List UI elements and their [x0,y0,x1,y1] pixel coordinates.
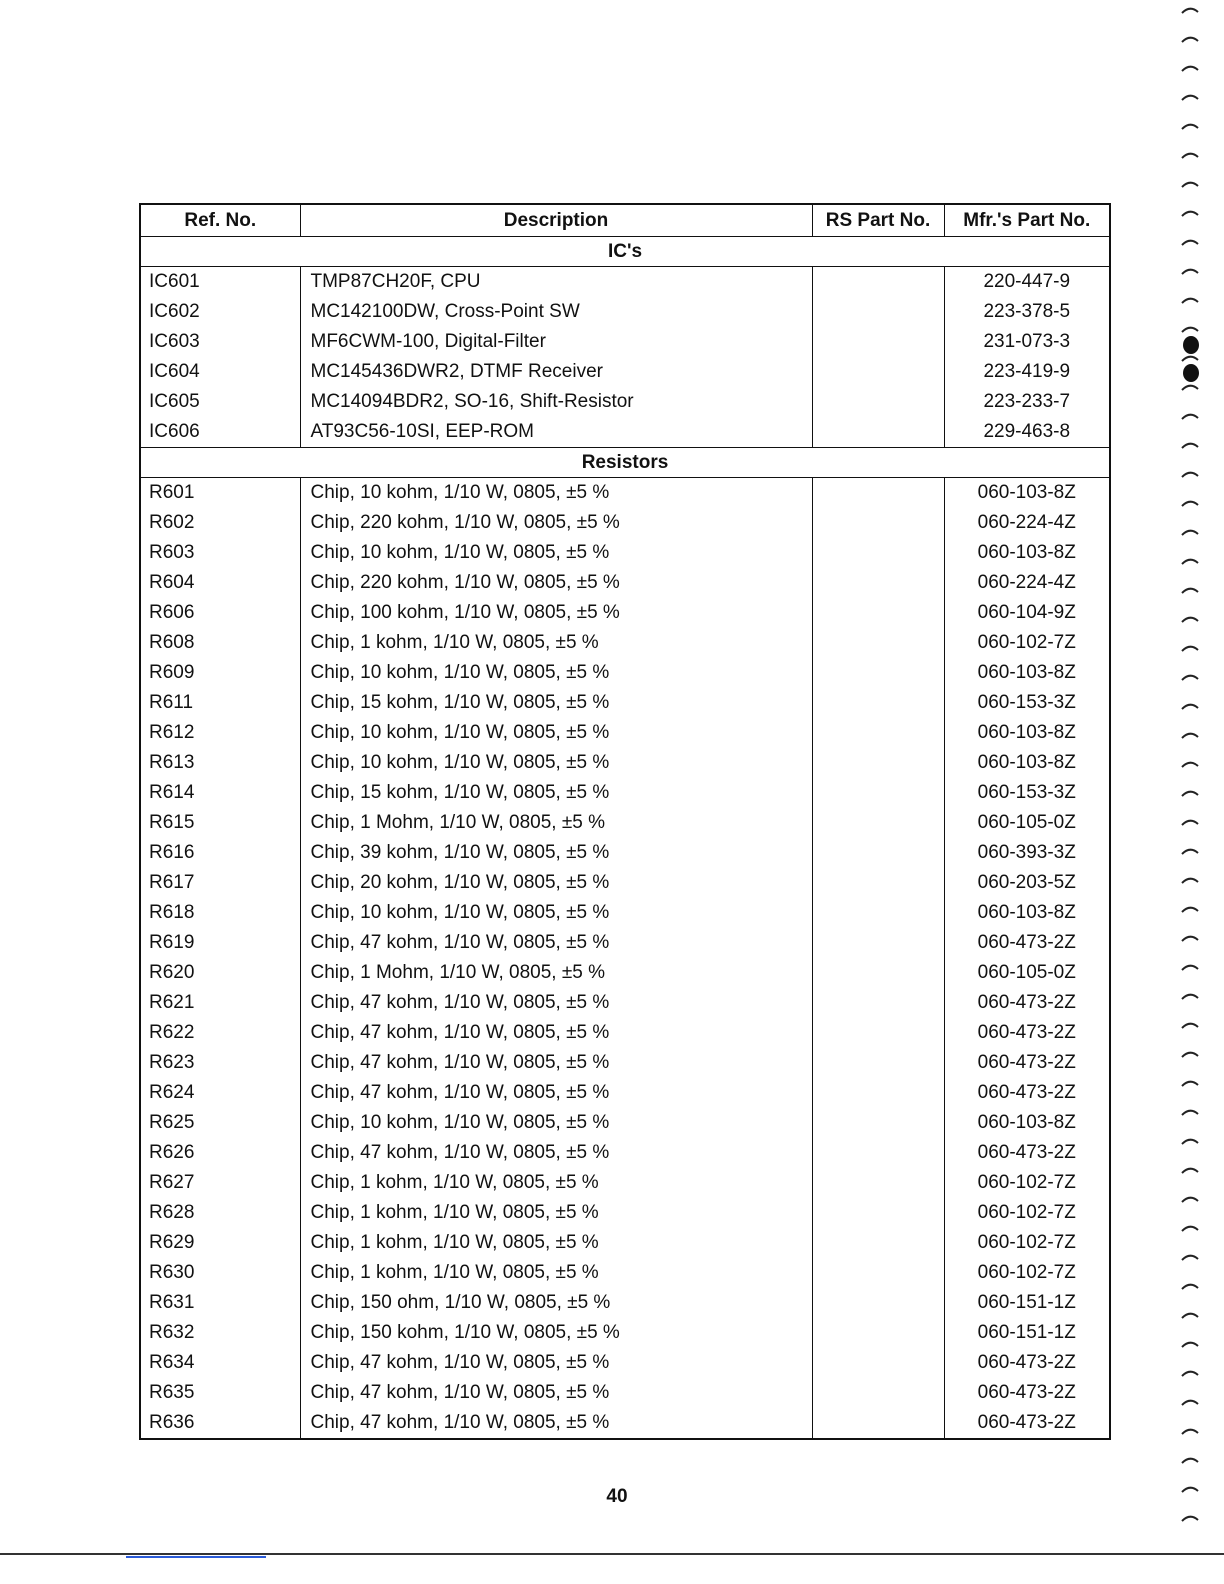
rs-part-cell [812,1168,944,1198]
ref-cell: IC604 [140,357,300,387]
mfr-part-cell: 060-104-9Z [944,598,1110,628]
ref-cell: R628 [140,1198,300,1228]
margin-arc-mark [1182,183,1198,187]
ref-cell: IC602 [140,297,300,327]
rs-part-cell [812,658,944,688]
ref-cell: R624 [140,1078,300,1108]
margin-arc-mark [1182,647,1198,651]
rs-part-cell [812,357,944,387]
ref-cell: R601 [140,478,300,509]
rs-part-cell [812,1318,944,1348]
rs-part-cell [812,958,944,988]
ref-cell: R609 [140,658,300,688]
mfr-part-cell: 060-103-8Z [944,478,1110,509]
rs-part-cell [812,838,944,868]
description-cell: Chip, 1 kohm, 1/10 W, 0805, ±5 % [300,1168,812,1198]
margin-arc-mark [1182,328,1198,332]
table-row [140,1078,1110,1108]
ref-cell: IC603 [140,327,300,357]
margin-arc-mark [1182,850,1198,854]
description-cell: Chip, 100 kohm, 1/10 W, 0805, ±5 % [300,598,812,628]
description-cell: Chip, 47 kohm, 1/10 W, 0805, ±5 % [300,928,812,958]
description-cell: Chip, 1 kohm, 1/10 W, 0805, ±5 % [300,1258,812,1288]
header-mfr-part-no: Mfr.'s Part No. [944,204,1110,237]
rs-part-cell [812,898,944,928]
table-row [140,838,1110,868]
table-row [140,478,1110,509]
rs-part-cell [812,1348,944,1378]
rs-part-cell [812,1228,944,1258]
description-cell: Chip, 150 ohm, 1/10 W, 0805, ±5 % [300,1288,812,1318]
table-row [140,1048,1110,1078]
margin-arc-mark [1182,212,1198,216]
table-row [140,1288,1110,1318]
margin-arc-mark [1182,1024,1198,1028]
description-cell: Chip, 10 kohm, 1/10 W, 0805, ±5 % [300,658,812,688]
margin-arc-mark [1182,357,1198,361]
section-title: Resistors [140,448,1110,478]
margin-arc-mark [1182,1256,1198,1260]
description-cell: Chip, 39 kohm, 1/10 W, 0805, ±5 % [300,838,812,868]
table-row [140,297,1110,327]
description-cell: MC142100DW, Cross-Point SW [300,297,812,327]
rs-part-cell [812,598,944,628]
ref-cell: R619 [140,928,300,958]
description-cell: AT93C56-10SI, EEP-ROM [300,417,812,448]
ref-cell: R627 [140,1168,300,1198]
margin-arc-mark [1182,241,1198,245]
mfr-part-cell: 060-103-8Z [944,1108,1110,1138]
header-rs-part-no: RS Part No. [812,204,944,237]
ref-cell: R604 [140,568,300,598]
description-cell: Chip, 47 kohm, 1/10 W, 0805, ±5 % [300,988,812,1018]
rs-part-cell [812,868,944,898]
ref-cell: R616 [140,838,300,868]
binding-margin-marks [1174,0,1204,1550]
table-row [140,1198,1110,1228]
margin-arc-mark [1182,154,1198,158]
ref-cell: R629 [140,1228,300,1258]
header-ref-no: Ref. No. [140,204,300,237]
margin-arc-mark [1182,792,1198,796]
binding-hole-mark [1183,364,1199,382]
description-cell: MC14094BDR2, SO-16, Shift-Resistor [300,387,812,417]
margin-arc-mark [1182,531,1198,535]
description-cell: Chip, 10 kohm, 1/10 W, 0805, ±5 % [300,1108,812,1138]
mfr-part-cell: 060-224-4Z [944,508,1110,538]
description-cell: Chip, 10 kohm, 1/10 W, 0805, ±5 % [300,898,812,928]
ref-cell: R617 [140,868,300,898]
rs-part-cell [812,1198,944,1228]
margin-arc-mark [1182,38,1198,42]
mfr-part-cell: 060-105-0Z [944,958,1110,988]
mfr-part-cell: 060-224-4Z [944,568,1110,598]
margin-arc-mark [1182,1459,1198,1463]
margin-arc-mark [1182,560,1198,564]
ref-cell: R602 [140,508,300,538]
margin-arc-mark [1182,1198,1198,1202]
mfr-part-cell: 223-378-5 [944,297,1110,327]
table-row [140,688,1110,718]
margin-arc-mark [1182,1169,1198,1173]
margin-arc-mark [1182,995,1198,999]
section-header-row [140,448,1110,478]
rs-part-cell [812,1288,944,1318]
mfr-part-cell: 060-151-1Z [944,1318,1110,1348]
rs-part-cell [812,1138,944,1168]
margin-arc-mark [1182,763,1198,767]
description-cell: Chip, 1 kohm, 1/10 W, 0805, ±5 % [300,1228,812,1258]
table-body [140,237,1110,1440]
rs-part-cell [812,1258,944,1288]
mfr-part-cell: 060-473-2Z [944,1048,1110,1078]
margin-arc-mark [1182,444,1198,448]
mfr-part-cell: 231-073-3 [944,327,1110,357]
table-row [140,1258,1110,1288]
header-description: Description [300,204,812,237]
rs-part-cell [812,748,944,778]
table-row [140,417,1110,448]
mfr-part-cell: 060-102-7Z [944,1228,1110,1258]
rs-part-cell [812,327,944,357]
page-number: 40 [606,1486,628,1507]
ref-cell: R613 [140,748,300,778]
mfr-part-cell: 060-473-2Z [944,1018,1110,1048]
rs-part-cell [812,1078,944,1108]
rs-part-cell [812,778,944,808]
description-cell: Chip, 1 Mohm, 1/10 W, 0805, ±5 % [300,958,812,988]
ref-cell: R618 [140,898,300,928]
mfr-part-cell: 060-102-7Z [944,1258,1110,1288]
description-cell: Chip, 47 kohm, 1/10 W, 0805, ±5 % [300,1078,812,1108]
table-row [140,748,1110,778]
description-cell: Chip, 10 kohm, 1/10 W, 0805, ±5 % [300,748,812,778]
rs-part-cell [812,417,944,448]
mfr-part-cell: 060-103-8Z [944,718,1110,748]
mfr-part-cell: 060-103-8Z [944,898,1110,928]
description-cell: Chip, 20 kohm, 1/10 W, 0805, ±5 % [300,868,812,898]
rs-part-cell [812,1048,944,1078]
rs-part-cell [812,928,944,958]
rs-part-cell [812,628,944,658]
margin-arc-mark [1182,734,1198,738]
margin-arc-mark [1182,1314,1198,1318]
rs-part-cell [812,387,944,417]
mfr-part-cell: 060-103-8Z [944,538,1110,568]
ref-cell: R611 [140,688,300,718]
description-cell: Chip, 47 kohm, 1/10 W, 0805, ±5 % [300,1018,812,1048]
margin-arc-mark [1182,1227,1198,1231]
description-cell: Chip, 10 kohm, 1/10 W, 0805, ±5 % [300,718,812,748]
rs-part-cell [812,688,944,718]
table-row [140,1108,1110,1138]
margin-arc-mark [1182,9,1198,13]
ref-cell: R622 [140,1018,300,1048]
description-cell: Chip, 15 kohm, 1/10 W, 0805, ±5 % [300,778,812,808]
table-row [140,1018,1110,1048]
table-row [140,1228,1110,1258]
mfr-part-cell: 060-153-3Z [944,688,1110,718]
margin-arc-mark [1182,270,1198,274]
margin-arc-mark [1182,1343,1198,1347]
rs-part-cell [812,808,944,838]
table-header-row [140,204,1110,237]
margin-arc-mark [1182,705,1198,709]
rs-part-cell [812,478,944,509]
table-row [140,1318,1110,1348]
ref-cell: R626 [140,1138,300,1168]
mfr-part-cell: 060-393-3Z [944,838,1110,868]
mfr-part-cell: 060-473-2Z [944,928,1110,958]
ref-cell: R621 [140,988,300,1018]
mfr-part-cell: 060-473-2Z [944,1408,1110,1439]
mfr-part-cell: 060-151-1Z [944,1288,1110,1318]
ref-cell: R636 [140,1408,300,1439]
rs-part-cell [812,1108,944,1138]
description-cell: Chip, 1 Mohm, 1/10 W, 0805, ±5 % [300,808,812,838]
margin-arc-mark [1182,908,1198,912]
margin-arc-mark [1182,618,1198,622]
ref-cell: R635 [140,1378,300,1408]
description-cell: Chip, 1 kohm, 1/10 W, 0805, ±5 % [300,1198,812,1228]
rs-part-cell [812,988,944,1018]
margin-arc-mark [1182,1053,1198,1057]
ref-cell: R631 [140,1288,300,1318]
margin-arc-mark [1182,879,1198,883]
mfr-part-cell: 220-447-9 [944,267,1110,298]
mfr-part-cell: 060-105-0Z [944,808,1110,838]
margin-arc-mark [1182,1285,1198,1289]
rs-part-cell [812,297,944,327]
footer-accent-line [126,1556,266,1558]
table-row [140,568,1110,598]
description-cell: Chip, 150 kohm, 1/10 W, 0805, ±5 % [300,1318,812,1348]
mfr-part-cell: 223-419-9 [944,357,1110,387]
ref-cell: IC605 [140,387,300,417]
description-cell: Chip, 47 kohm, 1/10 W, 0805, ±5 % [300,1408,812,1439]
margin-arc-mark [1182,473,1198,477]
ref-cell: R634 [140,1348,300,1378]
margin-arc-mark [1182,1372,1198,1376]
margin-arc-mark [1182,966,1198,970]
margin-arc-mark [1182,386,1198,390]
table-row [140,808,1110,838]
ref-cell: R606 [140,598,300,628]
rs-part-cell [812,538,944,568]
description-cell: Chip, 47 kohm, 1/10 W, 0805, ±5 % [300,1378,812,1408]
ref-cell: R632 [140,1318,300,1348]
ref-cell: IC606 [140,417,300,448]
mfr-part-cell: 223-233-7 [944,387,1110,417]
mfr-part-cell: 060-473-2Z [944,1348,1110,1378]
mfr-part-cell: 060-473-2Z [944,1378,1110,1408]
description-cell: Chip, 47 kohm, 1/10 W, 0805, ±5 % [300,1138,812,1168]
mfr-part-cell: 060-473-2Z [944,1138,1110,1168]
table-row [140,1138,1110,1168]
section-header-row [140,237,1110,267]
description-cell: Chip, 220 kohm, 1/10 W, 0805, ±5 % [300,508,812,538]
mfr-part-cell: 060-473-2Z [944,1078,1110,1108]
table-row [140,718,1110,748]
table-row [140,1408,1110,1439]
rs-part-cell [812,508,944,538]
table-row [140,387,1110,417]
description-cell: TMP87CH20F, CPU [300,267,812,298]
rs-part-cell [812,718,944,748]
binding-hole-mark [1183,336,1199,354]
table-row [140,658,1110,688]
ref-cell: R603 [140,538,300,568]
ref-cell: IC601 [140,267,300,298]
margin-arc-mark [1182,67,1198,71]
table-row [140,898,1110,928]
description-cell: Chip, 47 kohm, 1/10 W, 0805, ±5 % [300,1348,812,1378]
table-row [140,778,1110,808]
margin-arc-mark [1182,1517,1198,1521]
description-cell: MF6CWM-100, Digital-Filter [300,327,812,357]
table-row [140,1378,1110,1408]
footer-rule [0,1553,1224,1555]
description-cell: Chip, 15 kohm, 1/10 W, 0805, ±5 % [300,688,812,718]
mfr-part-cell: 060-203-5Z [944,868,1110,898]
description-cell: Chip, 10 kohm, 1/10 W, 0805, ±5 % [300,478,812,509]
margin-arc-mark [1182,1488,1198,1492]
ref-cell: R615 [140,808,300,838]
margin-arc-mark [1182,1111,1198,1115]
table-row [140,357,1110,387]
rs-part-cell [812,1378,944,1408]
table-row [140,508,1110,538]
table-row [140,958,1110,988]
table-row [140,598,1110,628]
margin-arc-mark [1182,125,1198,129]
table-row [140,868,1110,898]
description-cell: MC145436DWR2, DTMF Receiver [300,357,812,387]
ref-cell: R630 [140,1258,300,1288]
mfr-part-cell: 060-103-8Z [944,748,1110,778]
ref-cell: R614 [140,778,300,808]
ref-cell: R620 [140,958,300,988]
ref-cell: R608 [140,628,300,658]
margin-arc-mark [1182,1401,1198,1405]
margin-arc-mark [1182,676,1198,680]
ref-cell: R612 [140,718,300,748]
rs-part-cell [812,1408,944,1439]
mfr-part-cell: 060-102-7Z [944,628,1110,658]
mfr-part-cell: 060-473-2Z [944,988,1110,1018]
description-cell: Chip, 47 kohm, 1/10 W, 0805, ±5 % [300,1048,812,1078]
parts-list-table [139,203,1111,1440]
description-cell: Chip, 220 kohm, 1/10 W, 0805, ±5 % [300,568,812,598]
table-row [140,988,1110,1018]
table-row [140,327,1110,357]
table-row [140,538,1110,568]
mfr-part-cell: 229-463-8 [944,417,1110,448]
table-row [140,928,1110,958]
margin-arc-mark [1182,1430,1198,1434]
table-row [140,267,1110,298]
rs-part-cell [812,568,944,598]
mfr-part-cell: 060-153-3Z [944,778,1110,808]
margin-arc-mark [1182,299,1198,303]
rs-part-cell [812,1018,944,1048]
table-row [140,628,1110,658]
mfr-part-cell: 060-103-8Z [944,658,1110,688]
margin-arc-mark [1182,937,1198,941]
mfr-part-cell: 060-102-7Z [944,1198,1110,1228]
margin-arc-mark [1182,502,1198,506]
description-cell: Chip, 10 kohm, 1/10 W, 0805, ±5 % [300,538,812,568]
section-title: IC's [140,237,1110,267]
margin-arc-mark [1182,96,1198,100]
description-cell: Chip, 1 kohm, 1/10 W, 0805, ±5 % [300,628,812,658]
mfr-part-cell: 060-102-7Z [944,1168,1110,1198]
margin-arc-mark [1182,589,1198,593]
margin-arc-mark [1182,415,1198,419]
margin-arc-mark [1182,821,1198,825]
ref-cell: R623 [140,1048,300,1078]
margin-arc-mark [1182,1140,1198,1144]
margin-arc-mark [1182,1082,1198,1086]
table-row [140,1348,1110,1378]
rs-part-cell [812,267,944,298]
table-row [140,1168,1110,1198]
ref-cell: R625 [140,1108,300,1138]
